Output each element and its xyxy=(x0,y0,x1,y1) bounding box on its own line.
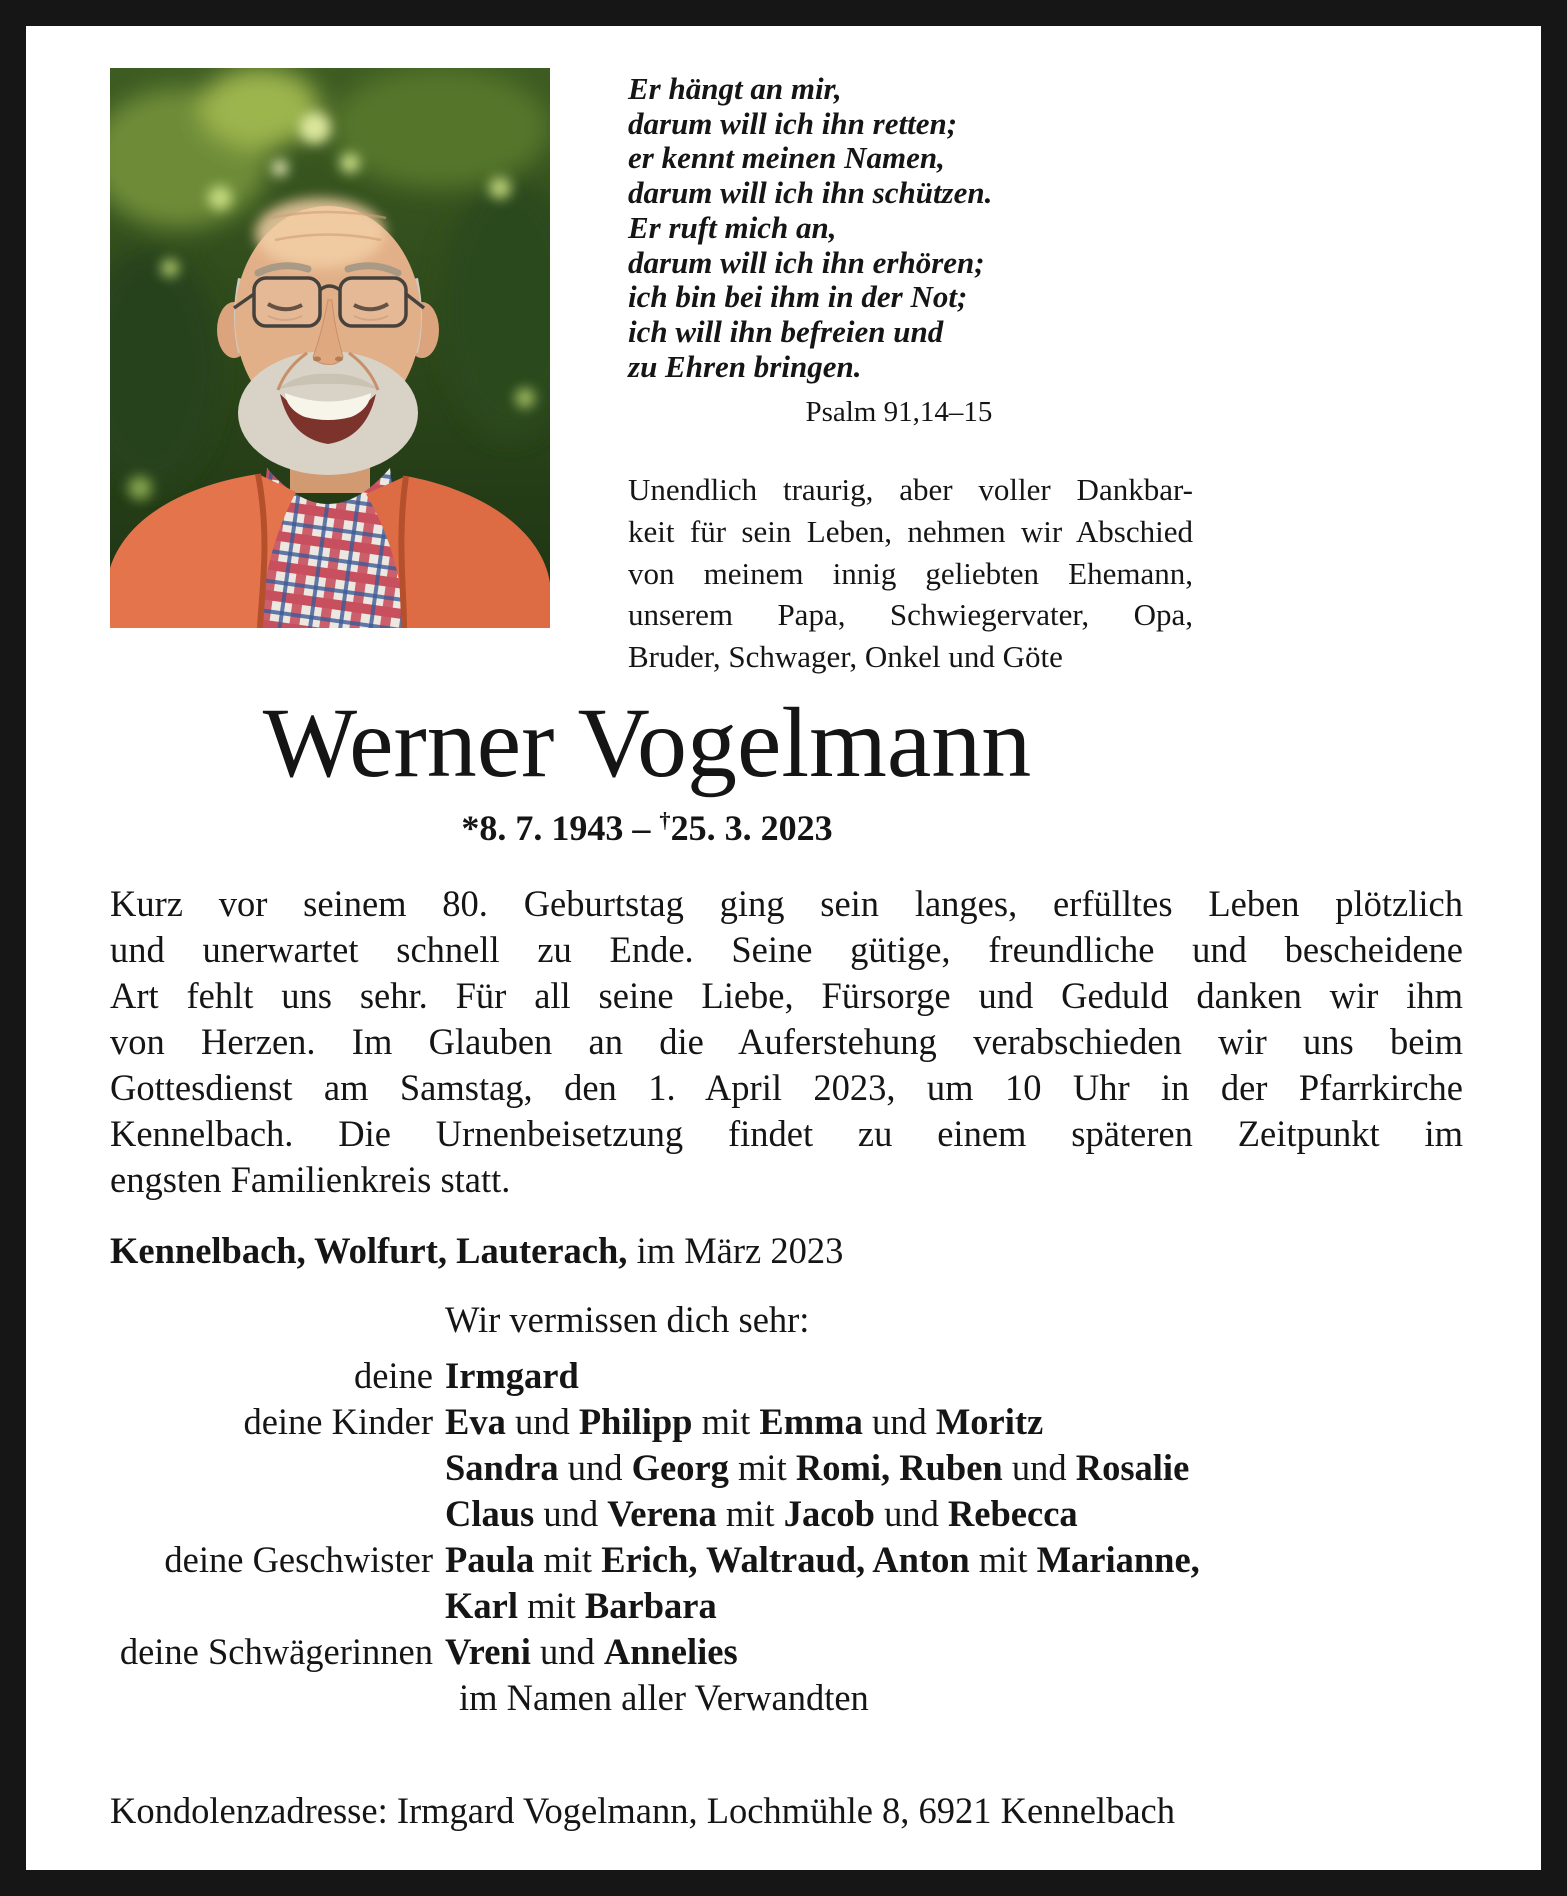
bald-crown-highlight xyxy=(255,198,385,268)
intro-paragraph xyxy=(628,469,1193,677)
family-row xyxy=(110,1491,1463,1537)
life-dates xyxy=(110,807,1184,849)
family-row xyxy=(110,1537,1463,1583)
announcement-line: Kennelbach. Die Urnenbeisetzung findet zu einem späteren Zeitpunkt im xyxy=(110,1113,1463,1155)
portrait-illustration xyxy=(110,68,550,628)
dateline xyxy=(110,1229,1463,1272)
family-list xyxy=(110,1353,1463,1721)
psalm-line: ich bin bei ihm in der Not; xyxy=(628,279,968,315)
psalm-quote xyxy=(628,72,992,384)
deceased-name: Werner Vogelmann xyxy=(262,687,1032,799)
birth-star-symbol: * xyxy=(461,808,480,849)
psalm-line: darum will ich ihn erhören; xyxy=(628,244,985,280)
intro-line: von meinem innig geliebten Ehemann, xyxy=(628,555,1193,591)
dates-separator: – xyxy=(632,808,651,849)
psalm-line: Er hängt an mir, xyxy=(628,71,842,106)
psalm-line: er kennt meinen Namen, xyxy=(628,140,945,176)
family-names: Eva und Philipp mit Emma und Moritz xyxy=(445,1401,1044,1443)
portrait-photo xyxy=(110,68,550,628)
dateline-date: im März 2023 xyxy=(636,1230,844,1272)
nostril xyxy=(313,357,321,362)
condolence-address: Kondolenzadresse: Irmgard Vogelmann, Lochmühle 8, 6921 Kennelbach xyxy=(110,1790,1175,1831)
intro-line: Bruder, Schwager, Onkel und Göte xyxy=(628,638,1063,674)
intro-line: Unendlich traurig, aber voller Dankbar- xyxy=(628,472,1193,508)
announcement-line: engsten Familienkreis statt. xyxy=(110,1159,511,1201)
dateline-places: Kennelbach, Wolfurt, Lauterach, xyxy=(110,1230,628,1272)
obituary-card xyxy=(26,26,1541,1870)
announcement-line: Gottesdienst am Samstag, den 1. April 2023, um 10 Uhr in der Pfarrkirche xyxy=(110,1067,1463,1109)
family-row xyxy=(110,1675,1463,1721)
family-row xyxy=(110,1399,1463,1445)
psalm-block xyxy=(628,72,992,429)
announcement-line: Kurz vor seinem 80. Geburtstag ging sein langes, erfülltes Leben plötzlich xyxy=(110,883,1463,925)
family-relation-label: deine Schwägerinnen xyxy=(119,1631,433,1673)
family-names: Irmgard xyxy=(445,1355,579,1397)
family-relation-label xyxy=(110,1491,445,1537)
family-names: Claus und Verena mit Jacob und Rebecca xyxy=(445,1493,1078,1535)
family-row xyxy=(110,1353,1463,1399)
family-relation-label xyxy=(110,1445,445,1491)
family-names: Sandra und Georg mit Romi, Ruben und Rosalie xyxy=(445,1447,1190,1489)
family-names: Vreni und Annelies xyxy=(445,1631,738,1673)
psalm-line: Er ruft mich an, xyxy=(628,209,837,245)
psalm-line: ich will ihn befreien und xyxy=(628,314,944,350)
psalm-line: darum will ich ihn schützen. xyxy=(628,175,993,211)
family-names: Paula mit Erich, Waltraud, Anton mit Marianne, xyxy=(445,1539,1200,1581)
nostril xyxy=(335,357,343,362)
psalm-line: darum will ich ihn retten; xyxy=(628,105,958,141)
header-text-column xyxy=(628,68,1193,677)
closing-line: Wir vermissen dich sehr: xyxy=(445,1299,810,1341)
announcement-line: Art fehlt uns sehr. Für all seine Liebe, Fürsorge und Geduld danken wir ihm xyxy=(110,975,1463,1017)
announcement-line: und unerwartet schnell zu Ende. Seine gütige, freundliche und bescheidene xyxy=(110,929,1463,971)
psalm-reference: Psalm 91,14–15 xyxy=(805,396,993,429)
family-row xyxy=(110,1629,1463,1675)
intro-line: keit für sein Leben, nehmen wir Abschied xyxy=(628,514,1193,549)
birth-date: 8. 7. 1943 xyxy=(479,808,624,849)
announcement-paragraph xyxy=(110,881,1463,1203)
family-relation-label: deine xyxy=(353,1355,433,1397)
family-names: Karl mit Barbara xyxy=(445,1585,717,1627)
family-row xyxy=(110,1583,1463,1629)
announcement-line: von Herzen. Im Glauben an die Auferstehung verabschieden wir uns beim xyxy=(110,1021,1463,1063)
family-relation-label xyxy=(110,1583,445,1629)
death-date: 25. 3. 2023 xyxy=(670,808,833,849)
family-relation-label: deine Geschwister xyxy=(164,1539,433,1581)
header-section xyxy=(110,68,1463,677)
intro-line: unserem Papa, Schwiegervater, Opa, xyxy=(628,597,1193,633)
family-names: im Namen aller Verwandten xyxy=(459,1677,869,1719)
family-row xyxy=(110,1445,1463,1491)
family-relation-label xyxy=(110,1675,445,1721)
death-cross-symbol: † xyxy=(659,807,671,833)
psalm-line: zu Ehren bringen. xyxy=(628,348,862,384)
family-relation-label: deine Kinder xyxy=(243,1401,433,1443)
